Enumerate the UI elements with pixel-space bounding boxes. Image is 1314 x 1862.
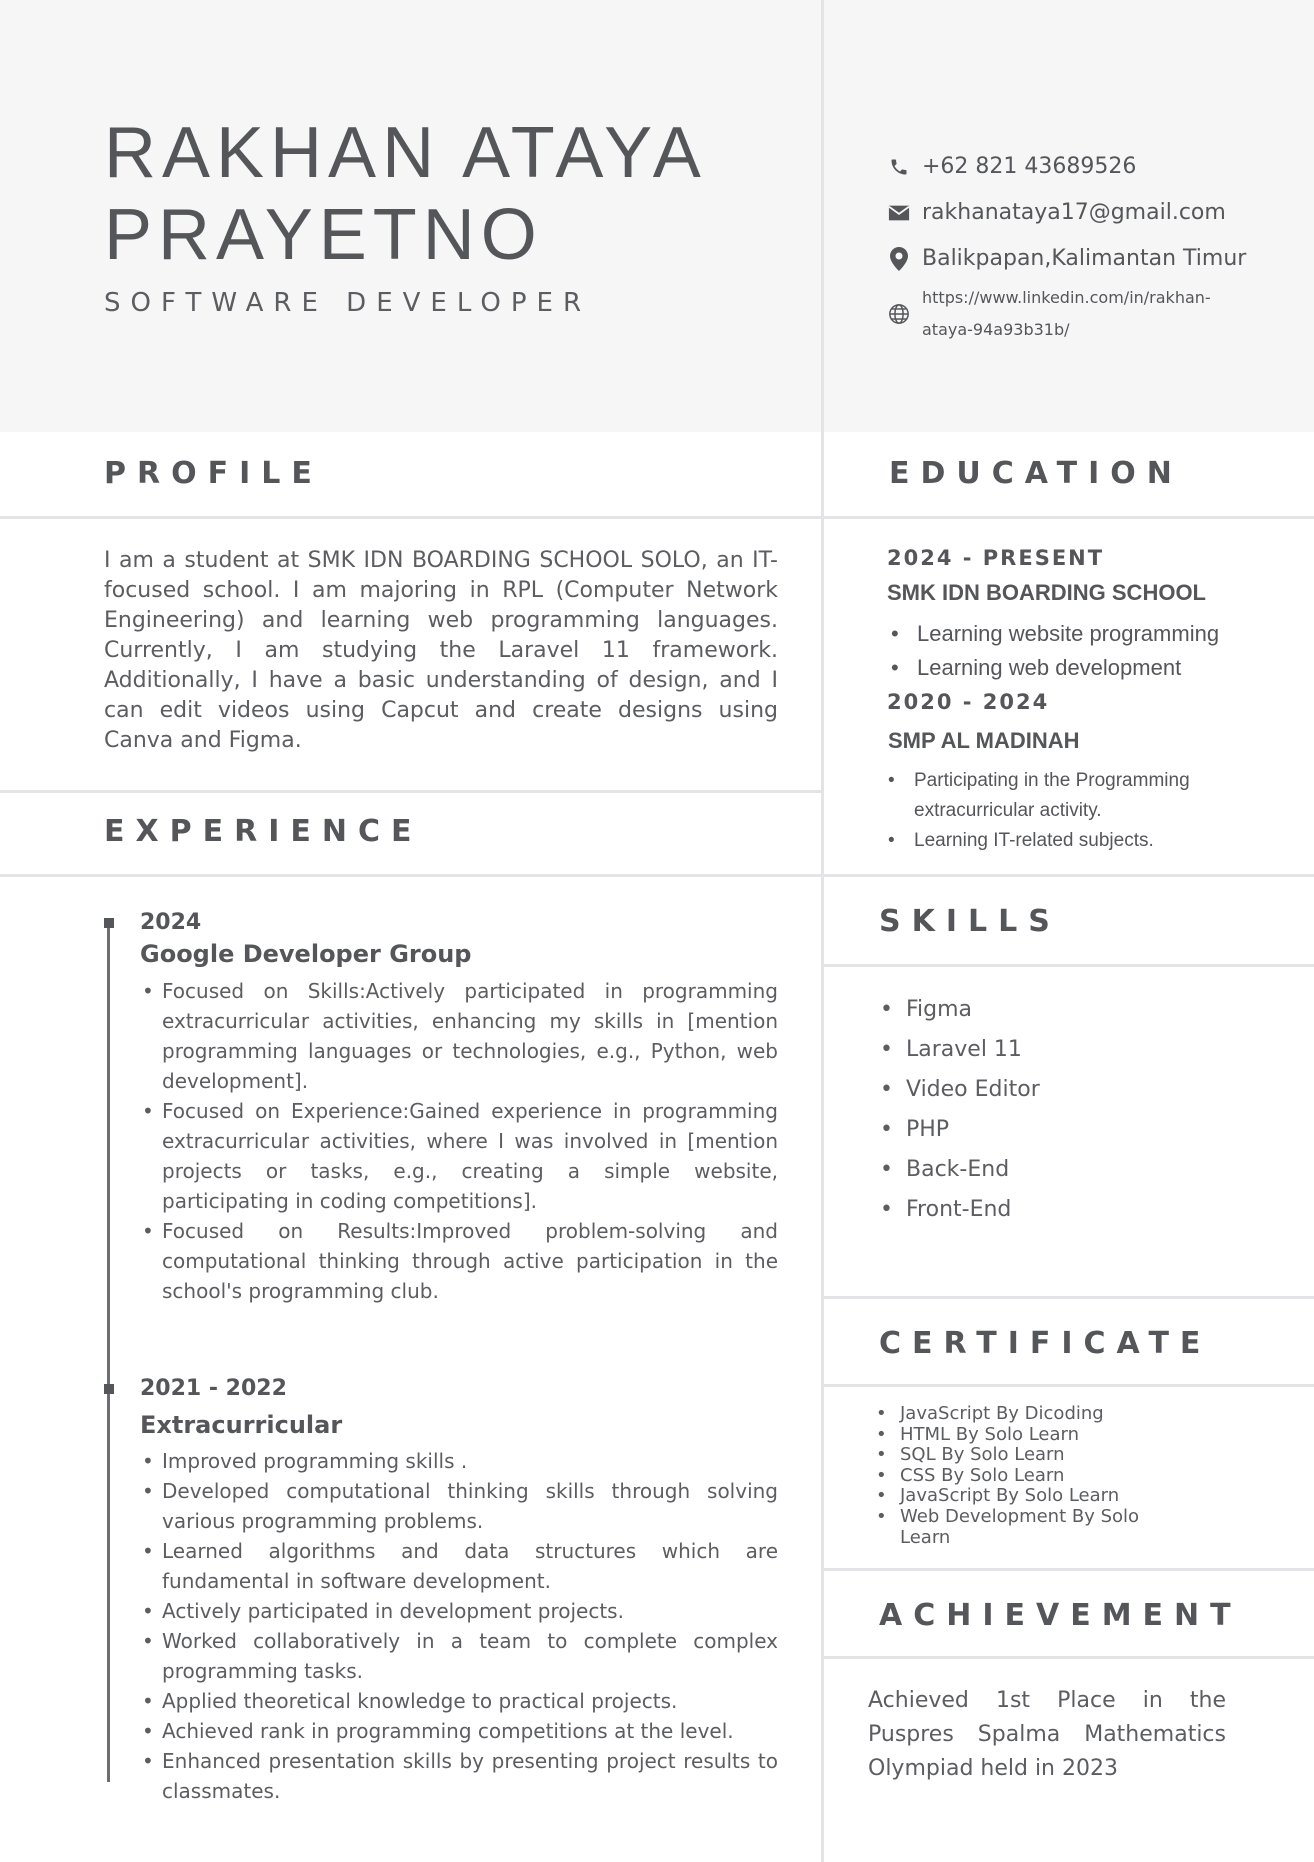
timeline-marker xyxy=(104,1384,114,1394)
skills-title-divider xyxy=(824,964,1314,967)
skills-top-divider xyxy=(824,874,1314,877)
list-item: • JavaScript By Dicoding xyxy=(872,1404,1192,1425)
location-pin-icon xyxy=(888,248,910,270)
experience-title: EXPERIENCE xyxy=(104,814,423,849)
achievement-text: Achieved 1st Place in the Puspres Spalma Mathematics Olympiad held in 2023 xyxy=(868,1688,1226,1781)
experience-organization: Extracurricular xyxy=(140,1411,343,1439)
education-bullets xyxy=(887,617,1219,685)
job-title: SOFTWARE DEVELOPER xyxy=(104,288,592,318)
experience-top-divider xyxy=(0,790,821,793)
list-item: • SQL By Solo Learn xyxy=(872,1445,1192,1466)
list-item: • CSS By Solo Learn xyxy=(872,1466,1192,1487)
candidate-name xyxy=(104,112,707,276)
contact-location xyxy=(888,246,1246,271)
certificate-title: CERTIFICATE xyxy=(879,1326,1212,1361)
website-url-line-1: https://www.linkedin.com/in/rakhan- xyxy=(922,288,1211,307)
experience-timeline xyxy=(107,922,110,1782)
list-item: • Front-End xyxy=(878,1190,1040,1230)
mail-icon xyxy=(888,202,910,224)
education-title-divider xyxy=(824,516,1314,519)
list-item: • Video Editor xyxy=(878,1070,1040,1110)
achievement-title: ACHIEVEMENT xyxy=(879,1598,1242,1633)
list-item: • Focused on Experience:Gained experience in programming extracurricular activities, where I was involved in [mention projects or tasks, e.g., creating a simple website, participating in coding competitions]. xyxy=(140,1096,778,1216)
experience-year: 2021 - 2022 xyxy=(140,1376,287,1401)
column-divider xyxy=(821,0,824,1862)
globe-icon xyxy=(888,303,910,325)
list-item: • Improved programming skills . xyxy=(140,1446,778,1476)
list-item: • Web Development By Solo Learn xyxy=(872,1507,1192,1548)
profile-title-divider xyxy=(0,516,821,519)
education-school: SMP AL MADINAH xyxy=(888,728,1080,753)
experience-bullets xyxy=(140,1446,778,1806)
phone-number: +62 821 43689526 xyxy=(922,154,1137,179)
skills-list xyxy=(878,990,1040,1230)
achievement-title-divider xyxy=(824,1656,1314,1659)
certificate-top-divider xyxy=(824,1296,1314,1299)
list-item: • Actively participated in development projects. xyxy=(140,1596,778,1626)
list-item: • Learned algorithms and data structures which are fundamental in software development. xyxy=(140,1536,778,1596)
list-item: • HTML By Solo Learn xyxy=(872,1425,1192,1446)
list-item: • Learning website programming xyxy=(887,617,1219,651)
experience-year: 2024 xyxy=(140,910,202,935)
email-address: rakhanataya17@gmail.com xyxy=(922,200,1226,225)
list-item: • Enhanced presentation skills by presenting project results to classmates. xyxy=(140,1746,778,1806)
profile-text: I am a student at SMK IDN BOARDING SCHOOL SOLO, an IT-focused school. I am majoring in RPL (Computer Network Engineering) and learning web programming languages. Currently, I am studying the Laravel 11 framework. Additionally, I have a basic understanding of design, and I can edit videos using Capcut and create designs using Canva and Figma. xyxy=(104,548,778,753)
list-item: • Participating in the Programming extracurricular activity. xyxy=(884,766,1214,826)
skills-title: SKILLS xyxy=(879,904,1061,939)
website-url-line-2: ataya-94a93b31b/ xyxy=(922,320,1070,339)
list-item: • Achieved rank in programming competitions at the level. xyxy=(140,1716,778,1746)
timeline-marker xyxy=(104,918,114,928)
list-item: • Applied theoretical knowledge to practical projects. xyxy=(140,1686,778,1716)
education-school: SMK IDN BOARDING SCHOOL xyxy=(887,580,1206,605)
experience-bullets xyxy=(140,976,778,1306)
education-title: EDUCATION xyxy=(889,456,1183,491)
achievement-top-divider xyxy=(824,1568,1314,1571)
phone-icon xyxy=(888,156,910,178)
location-text: Balikpapan,Kalimantan Timur xyxy=(922,246,1247,271)
education-year: 2020 - 2024 xyxy=(887,690,1050,714)
list-item: • Worked collaboratively in a team to complete complex programming tasks. xyxy=(140,1626,778,1686)
list-item: • Focused on Results:Improved problem-solving and computational thinking through active participation in the school's programming club. xyxy=(140,1216,778,1306)
education-year: 2024 - PRESENT xyxy=(887,546,1105,570)
contact-website[interactable] xyxy=(888,282,1211,346)
name-line-2: PRAYETNO xyxy=(104,195,543,275)
certificate-list xyxy=(872,1404,1192,1548)
profile-title: PROFILE xyxy=(104,456,323,491)
list-item: • Learning IT-related subjects. xyxy=(884,826,1214,856)
website-url xyxy=(922,282,1211,346)
list-item: • Focused on Skills:Actively participated in programming extracurricular activities, enhancing my skills in [mention programming languages or technologies, e.g., Python, web development]. xyxy=(140,976,778,1096)
list-item: • Laravel 11 xyxy=(878,1030,1040,1070)
list-item: • Back-End xyxy=(878,1150,1040,1190)
contact-email[interactable] xyxy=(888,200,1226,225)
certificate-title-divider xyxy=(824,1384,1314,1387)
name-line-1: RAKHAN ATAYA xyxy=(104,113,707,193)
list-item: • Figma xyxy=(878,990,1040,1030)
experience-organization: Google Developer Group xyxy=(140,940,472,968)
experience-title-divider xyxy=(0,874,821,877)
list-item: • PHP xyxy=(878,1110,1040,1150)
list-item: • Learning web development xyxy=(887,651,1219,685)
list-item: • Developed computational thinking skills through solving various programming problems. xyxy=(140,1476,778,1536)
contact-phone[interactable] xyxy=(888,154,1136,179)
list-item: • JavaScript By Solo Learn xyxy=(872,1486,1192,1507)
education-bullets xyxy=(884,766,1214,856)
